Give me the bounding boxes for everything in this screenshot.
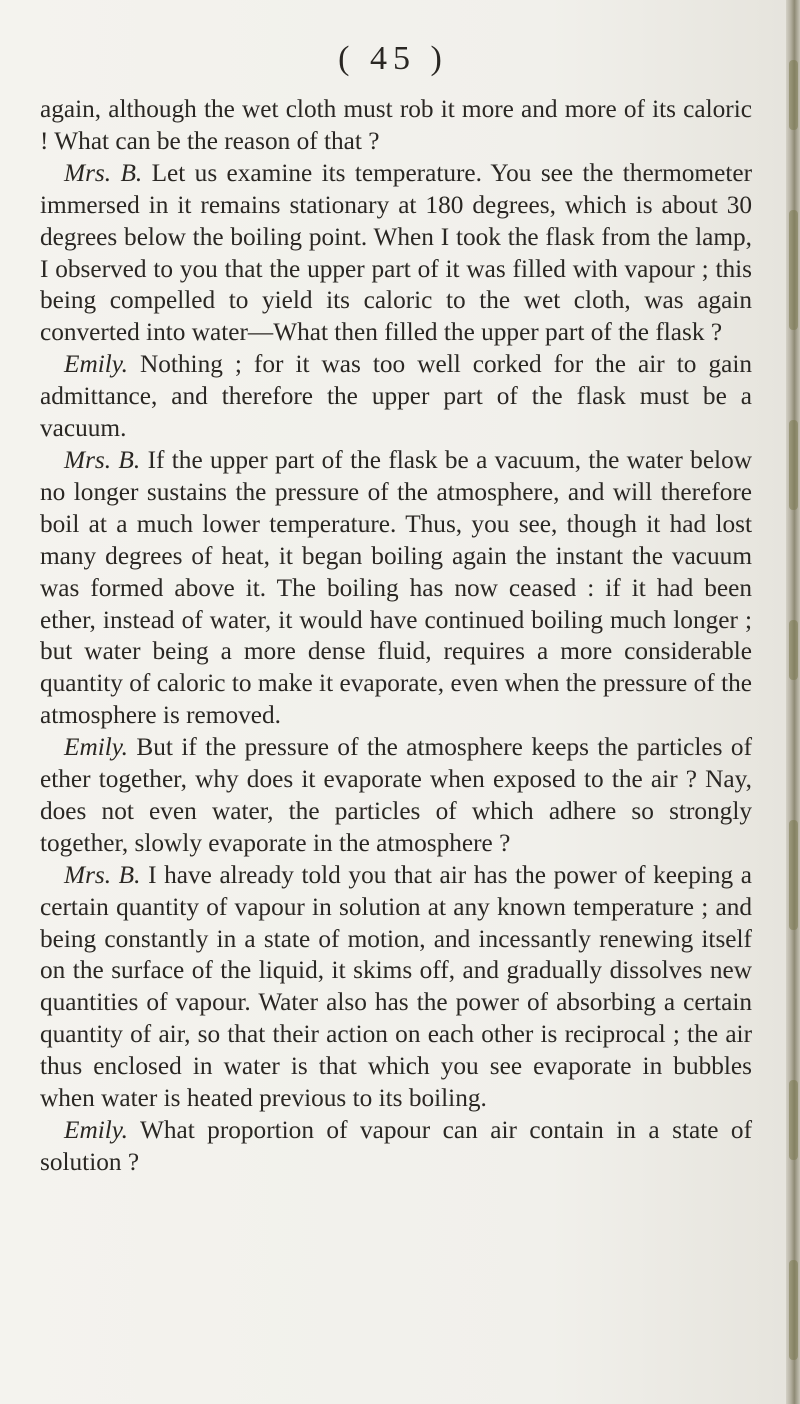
page-number-header: ( 45 ) [338,40,448,77]
paragraph-text: I have already told you that air has the power of keeping a certain quantity of vapour in solution at any known temperature ; and being constantly in a state of motion, and incessantly renewing itself on the surface of the liquid, it skims off, and gradually dissolves new quantities of vapour. Water also has the power of absorbing a certain quantity of air, so that their action on each other is reciprocal ; the air thus enclosed in water is that which you see evaporate in bubbles when water is heated previous to its boiling. [40,860,752,1113]
edge-stain [789,420,798,510]
paragraph [40,94,752,158]
speaker-name: Mrs. B. [64,445,141,474]
paragraph [40,445,752,732]
paragraph-text: Nothing ; for it was too well corked for the air to gain admittance, and therefore the upper part of the flask must be a vacuum. [40,350,752,443]
paragraph [40,1115,752,1179]
paragraph [40,158,752,349]
edge-stain [789,620,798,680]
paragraph-text: But if the pressure of the atmosphere keeps the particles of ether together, why does it evaporate when exposed to the air ? Nay, does not even water, the particles of which adhere so strongly together, slowly evaporate in the atmosphere ? [40,733,752,857]
paragraph-text: What proportion of vapour can air contain in a state of solution ? [40,1116,752,1176]
paragraph [40,349,752,445]
speaker-name: Emily. [64,733,128,762]
paragraph-text: If the upper part of the flask be a vacuum, the water below no longer sustains the pressure of the atmosphere, and will therefore boil at a much lower temperature. Thus, you see, though it had lost many degrees of heat, it began boiling again the instant the vacuum was formed above it. The boiling has now ceased : if it had been ether, instead of water, it would have continued boiling much longer ; but water being a more dense fluid, requires a more considerable quantity of caloric to make it evaporate, even when the pressure of the atmosphere is removed. [40,445,752,730]
page-body-text [40,94,752,1179]
edge-stain [789,820,798,930]
edge-stain [789,1260,798,1360]
page-binding-edge [786,0,800,1404]
speaker-name: Emily. [64,350,128,379]
edge-stain [789,60,798,130]
edge-stain [789,210,798,330]
paragraph-text: Let us examine its temperature. You see the thermometer immersed in it remains stationary at 180 degrees, which is about 30 degrees below the boiling point. When I took the flask from the lamp, I observed to you that the upper part of it was filled with vapour ; this being compelled to yield its caloric to the wet cloth, was again converted into water—What then filled the upper part of the flask ? [40,158,753,347]
paragraph [40,860,752,1115]
speaker-name: Emily. [64,1116,128,1144]
speaker-name: Mrs. B. [64,158,143,187]
paragraph-text: again, although the wet cloth must rob it more and more of its caloric ! What can be the reason of that ? [40,95,752,155]
paragraph [40,732,752,860]
edge-stain [789,1080,798,1160]
speaker-name: Mrs. B. [64,860,141,889]
